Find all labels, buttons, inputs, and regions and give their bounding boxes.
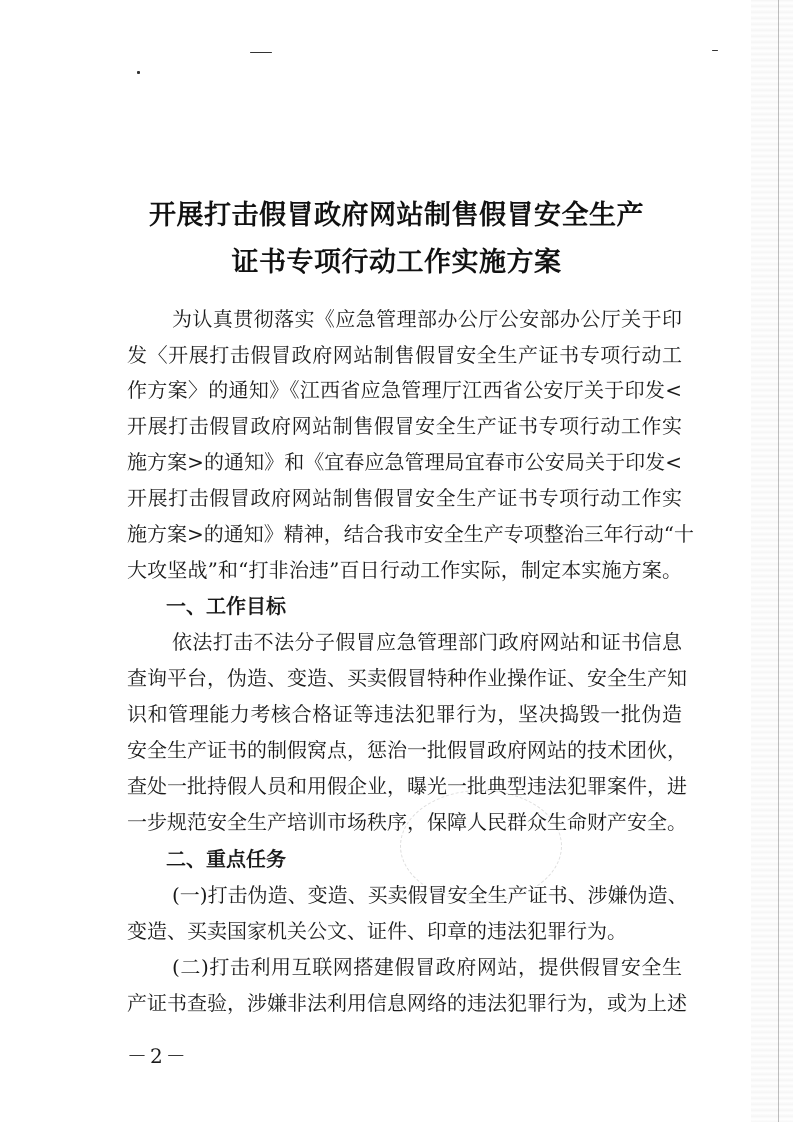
section1-line: 安全生产证书的制假窝点，惩治一批假冒政府网站的技术团伙， [127,738,687,762]
scan-edge-line [778,0,779,1122]
section1-line: 一步规范安全生产培训市场秩序，保障人民群众生命财产安全。 [127,810,687,834]
intro-line: 为认真贯彻落实《应急管理部办公厅公安部办公厅关于印 [172,307,682,331]
section1-line: 查询平台，伪造、变造、买卖假冒特种作业操作证、安全生产知 [127,666,687,690]
section1-line: 查处一批持假人员和用假企业，曝光一批典型违法犯罪案件，进 [127,774,687,798]
scan-speck [137,71,140,74]
section2-line: (一)打击伪造、变造、买卖假冒安全生产证书、涉嫌伪造、 [172,883,688,907]
intro-line: 大攻坚战”和“打非治违”百日行动工作实际，制定本实施方案。 [127,558,682,582]
intro-line: 发〈开展打击假冒政府网站制售假冒安全生产证书专项行动工 [127,343,682,367]
section-heading-goals: 一、工作目标 [166,594,286,618]
document-title-line-1: 开展打击假冒政府网站制售假冒安全生产 [149,200,644,231]
document-title-line-2: 证书专项行动工作实施方案 [231,247,562,278]
scan-speck [712,50,718,51]
intro-line: 施方案>的通知》和《宜春应急管理局宜春市公安局关于印发< [127,450,682,474]
intro-line: 开展打击假冒政府网站制售假冒安全生产证书专项行动工作实 [127,486,682,510]
section1-line: 依法打击不法分子假冒应急管理部门政府网站和证书信息 [172,630,682,654]
section1-line: 识和管理能力考核合格证等违法犯罪行为，坚决捣毁一批伪造 [127,702,682,726]
section-heading-tasks: 二、重点任务 [166,847,286,871]
intro-line: 施方案>的通知》精神，结合我市安全生产专项整治三年行动“十 [127,522,694,546]
intro-line: 作方案〉的通知》《江西省应急管理厅江西省公安厅关于印发< [127,378,682,402]
scan-edge-shadow [751,0,793,1122]
section2-line: 变造、买卖国家机关公文、证件、印章的违法犯罪行为。 [127,919,627,943]
section2-line: (二)打击利用互联网搭建假冒政府网站，提供假冒安全生 [172,955,682,979]
page-number: －2－ [127,1044,189,1068]
section2-line: 产证书查验，涉嫌非法利用信息网络的违法犯罪行为，或为上述 [127,991,687,1015]
scan-speck [250,52,272,53]
intro-line: 开展打击假冒政府网站制售假冒安全生产证书专项行动工作实 [127,414,682,438]
